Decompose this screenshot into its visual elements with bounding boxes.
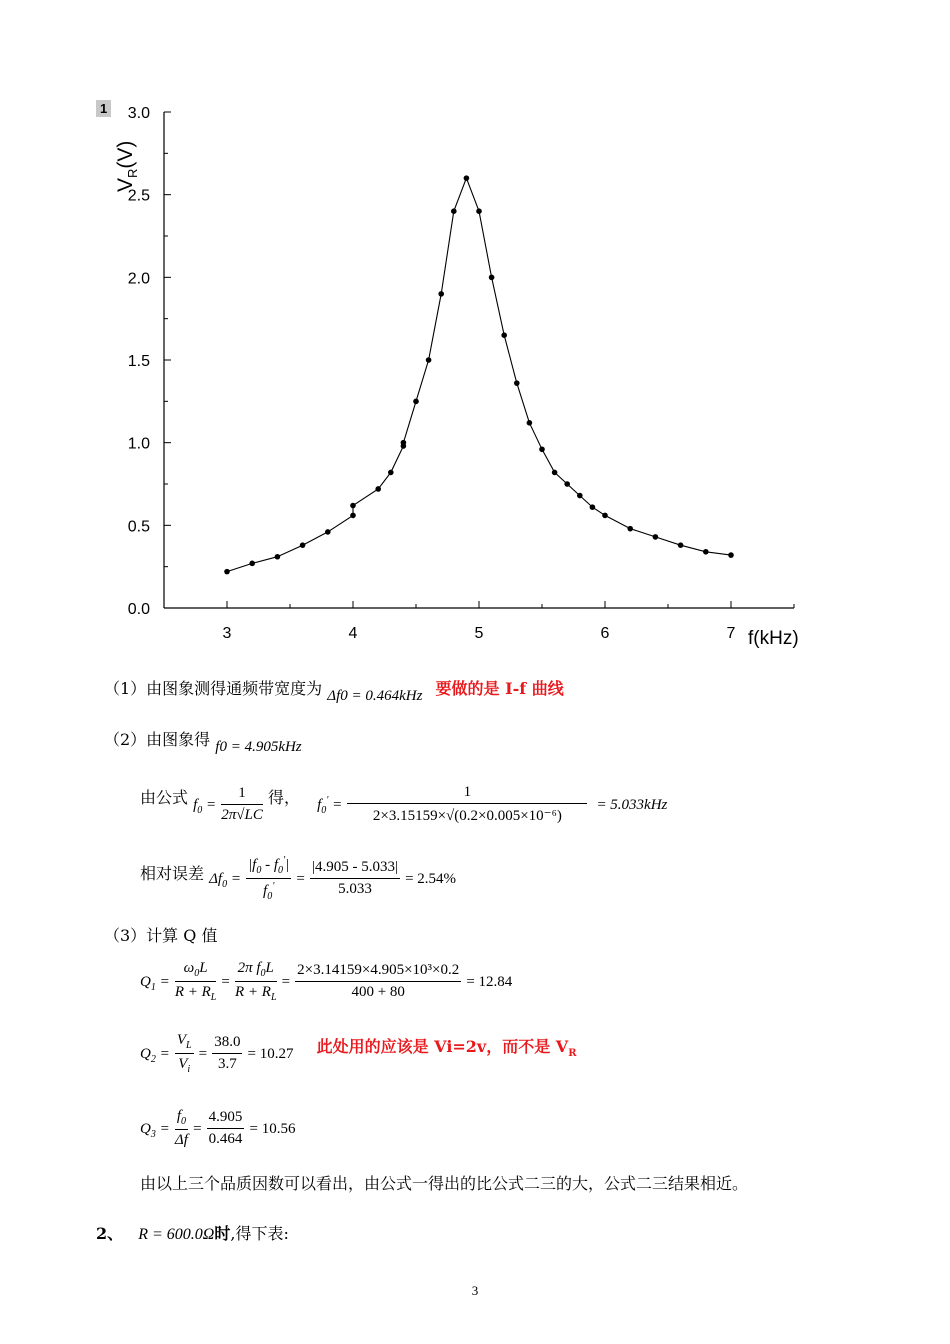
x-axis-label: f(kHz) xyxy=(748,628,799,649)
data-point xyxy=(653,534,659,540)
rel-error-numeric xyxy=(310,859,400,898)
data-point xyxy=(413,399,419,405)
y-tick-label: 1.5 xyxy=(127,353,150,370)
data-point xyxy=(275,554,281,560)
y-axis-label xyxy=(114,141,140,192)
para-4-label: 相对误差 xyxy=(140,864,205,883)
f0-prime-fraction: $\frac{1}{\text{2×3.15159×√(0.2×0.005×10⁻⁶)}}$ xyxy=(347,784,587,825)
para-3 xyxy=(140,784,667,825)
data-point xyxy=(451,208,457,214)
data-point xyxy=(564,481,570,487)
para-1-label: （1）由图象测得通频带宽度为 xyxy=(104,679,323,698)
para-3-label: 由公式 xyxy=(140,788,189,807)
para-2-formula: f0 = 4.905kHz xyxy=(215,739,302,755)
data-point xyxy=(590,504,596,510)
section-2-formula: R = 600.0Ω xyxy=(138,1226,215,1243)
data-point xyxy=(388,470,394,476)
data-point xyxy=(249,561,255,567)
data-point xyxy=(602,513,608,519)
para-1-formula: Δf0 = 0.464kHz xyxy=(327,688,423,704)
para-4: 相对误差 $\Delta f_0$ = $\frac{|f_0 - f_0'|}{f_0'}$ = $\frac{|4.905 - 5.033|}{5.033}$ = 2.54% xyxy=(140,855,457,902)
x-tick-label: 4 xyxy=(348,625,358,642)
f0-prime-denominator: 2×3.15159×√(0.2×0.005×10⁻⁶) xyxy=(372,808,562,824)
data-point xyxy=(224,569,230,575)
q2-numerator: 38.0 xyxy=(212,1034,242,1054)
q1-value: = 12.84 xyxy=(466,974,513,990)
rel-error-denominator: 5.033 xyxy=(338,881,372,897)
data-point xyxy=(325,529,331,535)
q3-numerator: 4.905 xyxy=(207,1109,245,1129)
rel-error-numerator: |4.905 - 5.033| xyxy=(310,859,400,879)
data-point xyxy=(300,542,306,548)
data-point xyxy=(426,357,432,363)
para-1-note: 要做的是 I-f 曲线 xyxy=(435,679,564,698)
section-2-shi: 时 xyxy=(214,1224,231,1243)
para-1 xyxy=(104,676,564,705)
para-5 xyxy=(104,923,217,946)
section-2-rest: ,得下表: xyxy=(230,1224,289,1243)
y-tick-label: 0.0 xyxy=(127,601,150,618)
data-point xyxy=(703,549,709,555)
data-point xyxy=(350,513,356,519)
y-tick-label: 1.0 xyxy=(127,435,150,453)
q2-value: = 10.27 xyxy=(247,1046,294,1062)
data-point xyxy=(728,552,734,558)
q2-denominator: 3.7 xyxy=(217,1056,237,1072)
section-2-number: 2、 xyxy=(96,1224,124,1243)
x-tick-label: 5 xyxy=(474,625,484,642)
delta-f0-symbol: $\Delta f_0$ = xyxy=(209,871,241,890)
f0-formula-fraction: $\frac{1}{2\pi√LC}$ xyxy=(221,785,263,823)
para-2 xyxy=(104,727,302,756)
rel-error-symbolic: $\frac{|f_0 - f_0'|}{f_0'}$ xyxy=(248,855,290,902)
para-5-label: （3）计算 Q 值 xyxy=(104,926,218,945)
f0-prime-result: = 5.033kHz xyxy=(596,797,668,813)
rel-error-value: = 2.54% xyxy=(405,871,457,887)
y-tick-label: 0.5 xyxy=(127,518,150,536)
data-point xyxy=(501,332,507,338)
x-tick-label: 6 xyxy=(600,625,610,642)
chart-points xyxy=(224,175,734,574)
data-point xyxy=(627,526,633,532)
page-number: 3 xyxy=(471,1283,479,1298)
data-point xyxy=(401,440,407,446)
data-point xyxy=(577,493,583,499)
data-point xyxy=(438,291,444,297)
data-point xyxy=(514,380,520,386)
series-line xyxy=(227,178,731,571)
data-point xyxy=(375,486,381,492)
q3-denominator: 0.464 xyxy=(208,1131,243,1147)
q1-numerator: 2×3.14159×4.905×10³×0.2 xyxy=(295,962,461,982)
q1-denominator: 400 + 80 xyxy=(351,984,405,1000)
q3-value: = 10.56 xyxy=(249,1121,296,1137)
y-label-main: V xyxy=(114,177,137,192)
y-tick-label: 2.0 xyxy=(127,270,150,288)
data-point xyxy=(489,275,495,281)
chart-ticks xyxy=(128,105,794,642)
y-tick-label: 2.5 xyxy=(127,187,150,205)
conclusion: 由以上三个品质因数可以看出，由公式一得出的比公式二三的大，公式二三结果相近。 xyxy=(140,1174,749,1193)
y-tick-label: 3.0 xyxy=(127,105,150,122)
data-point xyxy=(527,420,533,426)
para-3-get: 得， xyxy=(267,788,300,807)
svg-text:VR(V) xyxy=(114,141,140,192)
data-point xyxy=(678,542,684,548)
f0-prime-symbol: $f_0'$ = xyxy=(317,795,343,816)
q3-formula: $Q_3$ = $\frac{f_0}{\Delta f}$ = $\frac{4.905}{0.464}$ = 10.56 xyxy=(140,1108,296,1148)
resonance-chart xyxy=(0,0,950,660)
para-2-label: （2）由图象得 xyxy=(104,730,211,749)
section-2 xyxy=(96,1221,289,1244)
x-tick-label: 7 xyxy=(726,625,736,642)
data-point xyxy=(464,175,470,181)
data-point xyxy=(350,503,356,509)
x-tick-label: 3 xyxy=(222,625,232,642)
data-point xyxy=(539,446,545,452)
q2-formula: $Q_2$ = $\frac{V_L}{V_i}$ = $\frac{38.0}{3.7}$ = 10.27 此处用的应该是 Vi=2v，而不是 $V_R$ xyxy=(140,1032,577,1075)
data-point xyxy=(552,470,558,476)
data-point xyxy=(476,208,482,214)
q1-formula: $Q_1$ = $\frac{\omega_0L}{R + R_L}$ = $\frac{2\pi f_0L}{R + R_L}$ = $\frac{\text{2×3.14159×4.905×10³×0.2}}{400 + 80}$ = 12.84 xyxy=(140,960,513,1003)
q2-note: 此处用的应该是 Vi=2v，而不是 $V_R$ xyxy=(316,1037,577,1060)
chart-curve xyxy=(227,178,731,571)
y-label-sub: R xyxy=(125,168,140,178)
chart-axes xyxy=(164,112,794,608)
figure-label: 1 xyxy=(96,100,111,117)
y-label-unit: (V) xyxy=(114,140,137,169)
f0-symbol: $f_0$ = xyxy=(193,797,217,816)
